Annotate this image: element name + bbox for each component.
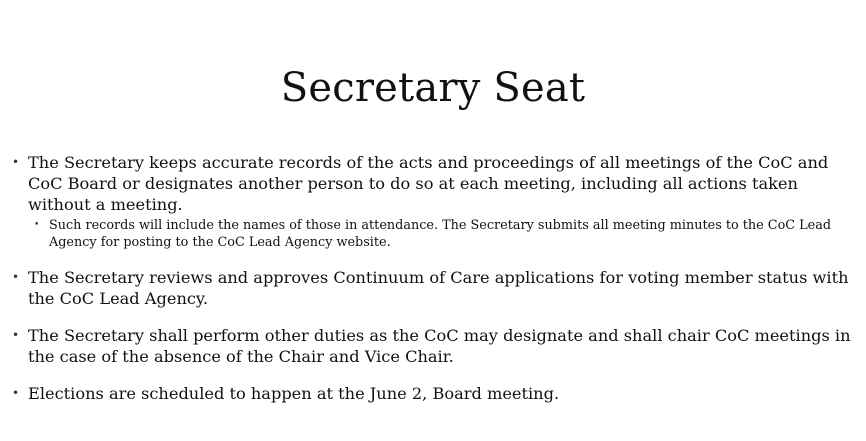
slide-title: Secretary Seat bbox=[280, 65, 586, 111]
bullet-text: Elections are scheduled to happen at the June 2, Board meeting. bbox=[28, 384, 560, 403]
bullet-dot-icon: • bbox=[12, 386, 20, 400]
bullet-text: The Secretary keeps accurate records of the acts and proceedings of all meetings of the CoC and CoC Board or designates another person to do so at each meeting, including all actions taken without a meeting. bbox=[28, 153, 829, 214]
sub-bullet-dot-icon: • bbox=[34, 220, 40, 230]
spacer bbox=[10, 251, 856, 267]
sub-bullet-text: Such records will include the names of those in attendance. The Secretary submits all meeting minutes to the CoC Lead Agency for posting to the CoC Lead Agency website. bbox=[49, 218, 832, 250]
bullet-text: The Secretary reviews and approves Continuum of Care applications for voting member status with the CoC Lead Agency. bbox=[28, 268, 849, 308]
bullet-dot-icon: • bbox=[12, 155, 20, 169]
bullet-item bbox=[10, 267, 856, 309]
sub-bullet-item bbox=[34, 217, 856, 251]
bullet-item bbox=[10, 152, 856, 215]
bullet-item bbox=[10, 325, 856, 367]
spacer bbox=[10, 367, 856, 383]
bullet-item bbox=[10, 383, 856, 404]
spacer bbox=[10, 309, 856, 325]
bullet-dot-icon: • bbox=[12, 270, 20, 284]
bullet-dot-icon: • bbox=[12, 328, 20, 342]
bullet-list bbox=[10, 152, 856, 404]
bullet-text: The Secretary shall perform other duties as the CoC may designate and shall chair CoC meetings in the case of the absence of the Chair and Vice Chair. bbox=[28, 326, 851, 366]
